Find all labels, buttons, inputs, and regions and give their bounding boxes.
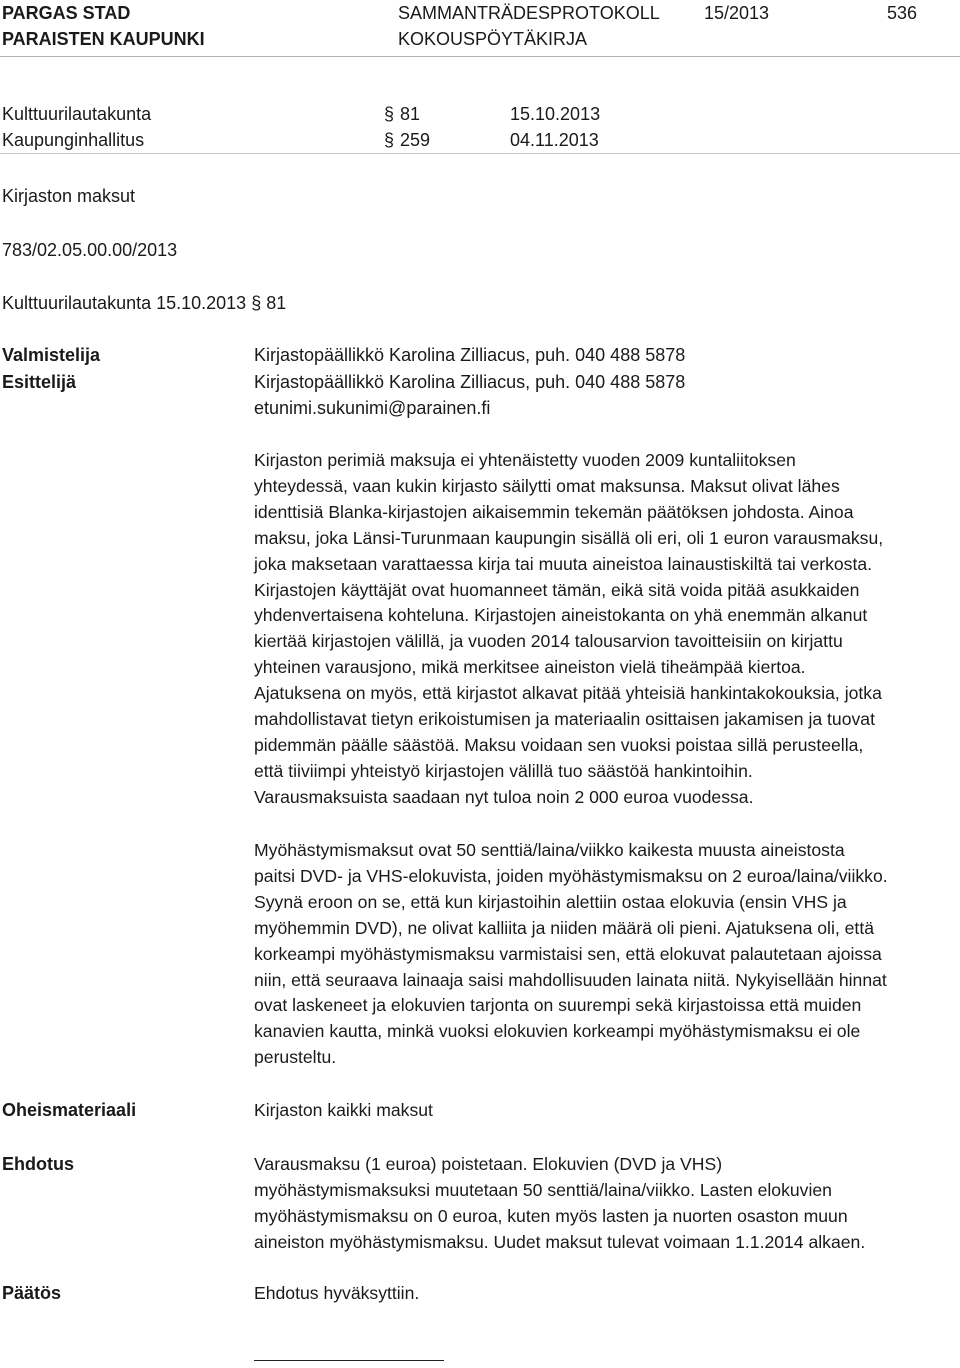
- meeting-body: Kulttuurilautakunta: [2, 104, 152, 124]
- page-number: 536: [887, 3, 918, 23]
- text-line: myöhästymismaksu on 0 euroa, kuten myös lasten ja nuorten osaston muun: [254, 1205, 848, 1226]
- text-line: Kirjaston perimiä maksuja ei yhtenäistetty vuoden 2009 kuntaliitoksen: [254, 450, 796, 470]
- proposal-text: [254, 1152, 958, 1256]
- text-line: yhteydessä, vaan kukin kirjasto säilytti omat maksunsa. Maksut olivat lähes: [254, 475, 840, 496]
- text-line: niin, että seuraava lainaaja saisi mahdollisuuden lainata niitä. Nykyisellään hinnat: [254, 969, 887, 990]
- text-line: myöhästymismaksuksi muutetaan 50 senttiä/laina/viikko. Lasten elokuvien: [254, 1179, 832, 1200]
- text-line: aineiston myöhästymismaksu. Uudet maksut tulevat voimaan 1.1.2014 alkaen.: [254, 1231, 866, 1252]
- doc-type-swedish: SAMMANTRÄDESPROTOKOLL: [398, 3, 660, 23]
- attachments-label: Oheismateriaali: [2, 1100, 137, 1120]
- preparer-label: Valmistelija: [2, 345, 101, 365]
- text-line: kiertää kirjastojen välillä, ja vuoden 2014 talousarvion tavoitteisiin on kirjattu: [254, 631, 843, 652]
- org-name-finnish: PARAISTEN KAUPUNKI: [2, 29, 205, 49]
- org-name-swedish: PARGAS STAD: [2, 3, 131, 23]
- text-line: paitsi DVD- ja VHS-elokuvista, joiden myöhästymismaksu on 2 euroa/laina/viikko.: [254, 865, 888, 886]
- end-rule: [254, 1360, 444, 1361]
- reference-number: 783/02.05.00.00/2013: [2, 240, 178, 260]
- page-title: Kirjaston maksut: [2, 186, 136, 206]
- text-line: kanavien kautta, minkä vuoksi elokuvien korkeampi myöhästymismaksu ei ole: [254, 1021, 861, 1042]
- text-line: maksu, joka Länsi-Turunmaan kaupungin sisällä oli eri, oli 1 euron varausmaksu,: [254, 527, 884, 548]
- preparer-value: Kirjastopäällikkö Karolina Zilliacus, puh. 040 488 5878: [254, 345, 686, 365]
- text-line: ovat laskeneet ja elokuvien tarjonta on suurempi sekä kirjastoissa että muiden: [254, 995, 862, 1016]
- text-line: perusteltu.: [254, 1047, 337, 1068]
- doc-type-finnish: KOKOUSPÖYTÄKIRJA: [398, 29, 588, 49]
- decision-value: Ehdotus hyväksyttiin.: [254, 1283, 420, 1303]
- presenter-value: Kirjastopäällikkö Karolina Zilliacus, puh. 040 488 5878: [254, 372, 686, 392]
- text-line: Ajatuksena on myös, että kirjastot alkavat pitää yhteisiä hankintakokouksia, jotka: [254, 683, 882, 704]
- section-mark: §: [384, 130, 395, 150]
- text-line: identtisiä Blanka-kirjastojen aikaisemmin tekemän päätöksen johdosta. Ainoa: [254, 501, 854, 522]
- text-line: Varausmaksu (1 euroa) poistetaan. Elokuvien (DVD ja VHS): [254, 1154, 723, 1174]
- text-line: yhteinen varausjono, mikä merkitsee aineiston vielä tiheämpää kiertoa.: [254, 657, 806, 678]
- meetings-divider: [0, 153, 960, 154]
- body-paragraph-late-fees: [254, 838, 958, 1071]
- text-line: pidemmän päälle säästöä. Maksu voidaan sen vuoksi poistaa sillä perusteella,: [254, 734, 864, 755]
- current-meeting: Kulttuurilautakunta 15.10.2013 § 81: [2, 293, 287, 313]
- text-line: mahdollistavat tietyn erikoistumisen ja materiaalin osittaisen jakamisen ja tuovat: [254, 709, 875, 730]
- presenter-email: etunimi.sukunimi@parainen.fi: [254, 398, 491, 418]
- text-line: Syynä eroon on se, että kun kirjastoihin alettiin ostaa elokuvia (ensin VHS ja: [254, 891, 847, 912]
- attachments-value: Kirjaston kaikki maksut: [254, 1100, 433, 1120]
- presenter-label: Esittelijä: [2, 372, 77, 392]
- proposal-label: Ehdotus: [2, 1154, 74, 1174]
- text-line: Varausmaksuista saadaan nyt tuloa noin 2 000 euroa vuodessa.: [254, 786, 754, 807]
- decision-label: Päätös: [2, 1283, 62, 1303]
- issue-number: 15/2013: [704, 3, 770, 23]
- text-line: Kirjastojen käyttäjät ovat huomanneet tämän, eikä sitä voida pitää asukkaiden: [254, 579, 860, 600]
- text-line: joka maksetaan varattaessa kirja tai muuta aineistoa lainaustiskiltä tai verkosta.: [254, 553, 873, 574]
- text-line: yhdenvertaisena kohteluna. Kirjastojen aineistokanta on yhä enemmän alkanut: [254, 605, 868, 626]
- section-mark: §: [384, 104, 395, 124]
- meeting-section: 259: [400, 130, 431, 150]
- text-line: että tiiviimpi yhteistyö kirjastojen välillä tuo säästöä hankintoihin.: [254, 760, 753, 781]
- meeting-date: 04.11.2013: [510, 130, 599, 150]
- meeting-body: Kaupunginhallitus: [2, 130, 145, 150]
- header-divider: [0, 56, 960, 57]
- meeting-section: 81: [400, 104, 421, 124]
- text-line: myöhemmin DVD), ne olivat kalliita ja niiden määrä oli pieni. Ajatuksena oli, että: [254, 917, 874, 938]
- meeting-date: 15.10.2013: [510, 104, 601, 124]
- text-line: Myöhästymismaksut ovat 50 senttiä/laina/viikko kaikesta muusta aineistosta: [254, 840, 845, 860]
- text-line: korkeampi myöhästymismaksu varmistaisi sen, että elokuvat palautetaan ajoissa: [254, 943, 882, 964]
- body-paragraph-reservation-fees: [254, 448, 958, 811]
